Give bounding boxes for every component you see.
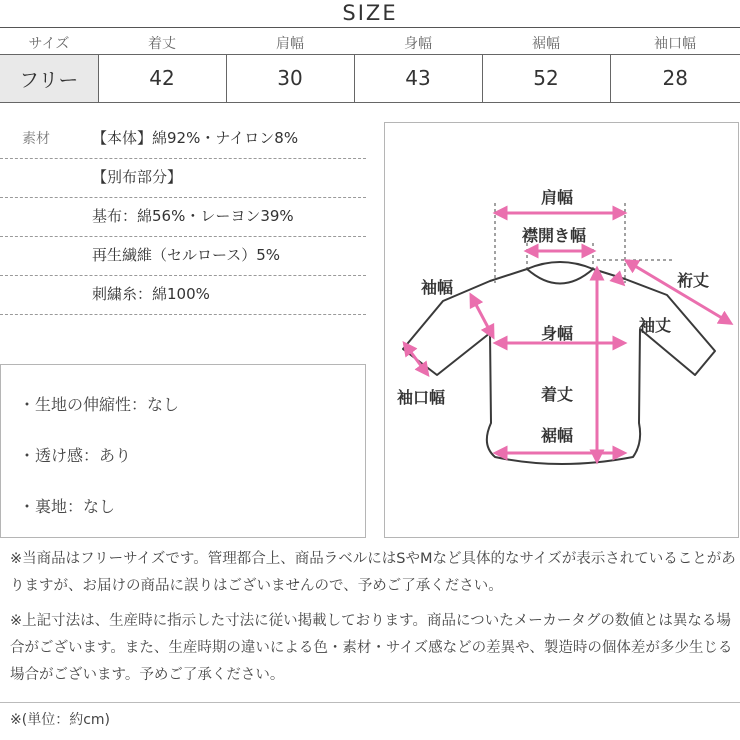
- shoulder-cell: 30: [226, 54, 354, 102]
- header-length: 着丈: [148, 35, 176, 52]
- label-yuki: 裄丈: [677, 271, 710, 290]
- label-hem: 裾幅: [541, 426, 574, 445]
- list-item: [0, 120, 366, 159]
- cuff-arrow: [407, 347, 425, 371]
- label-shoulder: 肩幅: [541, 188, 574, 207]
- header-hem: 裾幅: [532, 35, 560, 52]
- unit-note: ※(単位：約cm): [10, 712, 110, 728]
- note-free-size: ※当商品はフリーサイズです。管理都合上、商品ラベルにはSやMなど具体的なサイズが表示されていることがありますが、お届けの商品に誤りはございませんので、予めご了承ください。: [10, 551, 736, 594]
- length-cell: 42: [98, 54, 226, 102]
- material-value: 基布：綿56%・レーヨン39%: [92, 207, 294, 225]
- materials-list: [0, 120, 366, 315]
- size-title: SIZE: [342, 1, 398, 25]
- body-width-cell: 43: [354, 54, 482, 102]
- size-table: [0, 32, 740, 103]
- list-item: [0, 276, 366, 315]
- material-value: 【別布部分】: [92, 168, 183, 186]
- note-measurements: ※上記寸法は、生産時に指示した寸法に従い掲載しております。商品についたメーカータグの数値とは異なる場合がございます。また、生産時期の違いによる色・素材・サイズ感などの差異や、製造時の個体差が多少生じる場合がございます。予めご了承ください。: [10, 613, 733, 683]
- table-row: [0, 54, 740, 102]
- material-value: 再生繊維（セルロース）5%: [92, 246, 281, 264]
- label-sleeve-length: 袖丈: [639, 316, 672, 335]
- header-body-width: 身幅: [404, 35, 432, 52]
- cuff-cell: 28: [610, 54, 740, 102]
- feature-sheerness: ・透け感：あり: [19, 446, 132, 465]
- list-item: [0, 237, 366, 276]
- header-cuff: 袖口幅: [654, 35, 696, 52]
- label-neck: 襟開き幅: [522, 226, 587, 245]
- label-cuff: 袖口幅: [397, 388, 446, 407]
- label-body-width: 身幅: [541, 324, 574, 343]
- list-item: [0, 198, 366, 237]
- feature-lining: ・裏地：なし: [19, 497, 116, 516]
- title-rule: [0, 27, 740, 28]
- material-value: 【本体】綿92%・ナイロン8%: [92, 129, 299, 147]
- size-name-cell: フリー: [0, 54, 98, 102]
- header-shoulder: 肩幅: [276, 35, 304, 52]
- measurement-diagram: [384, 122, 739, 538]
- size-table-header: [0, 32, 740, 54]
- hem-cell: 52: [482, 54, 610, 102]
- label-length: 着丈: [541, 385, 574, 404]
- material-label: 素材: [22, 131, 50, 147]
- notes-divider: [0, 702, 740, 703]
- feature-stretch: ・生地の伸縮性：なし: [19, 395, 180, 414]
- sleeve-width-arrow: [473, 299, 491, 333]
- list-item: [0, 159, 366, 198]
- neckline: [527, 269, 593, 284]
- header-size: サイズ: [28, 35, 70, 52]
- label-sleeve-width: 袖幅: [421, 278, 454, 297]
- features-box: [0, 364, 366, 538]
- material-value: 刺繍糸：綿100%: [92, 285, 210, 303]
